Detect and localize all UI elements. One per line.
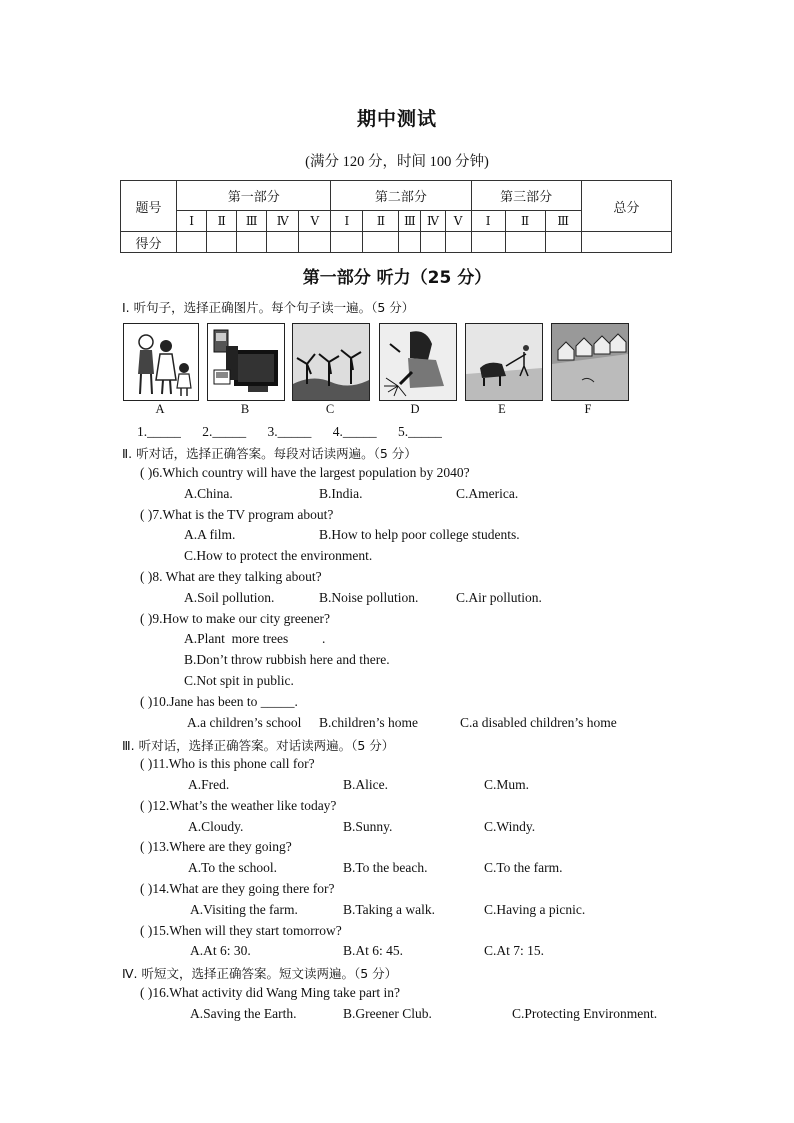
- score-part3-header: 第三部分: [471, 181, 581, 211]
- score-col: Ⅰ: [331, 211, 363, 232]
- q16-option-b: B.Greener Club.: [343, 1006, 432, 1021]
- answer-blank-3[interactable]: 3._____: [267, 424, 312, 439]
- question-16: ( )16.What activity did Wang Ming take part in?: [140, 985, 400, 1000]
- page-subtitle: (满分 120 分，时间 100 分钟): [305, 154, 489, 170]
- score-cell[interactable]: [207, 232, 237, 253]
- picture-d-welder: [379, 323, 457, 401]
- score-col: Ⅱ: [207, 211, 237, 232]
- score-cell[interactable]: [267, 232, 299, 253]
- section3-heading: Ⅲ. 听对话，选择正确答案。对话读两遍。（5 分）: [122, 738, 395, 753]
- score-col: Ⅲ: [237, 211, 267, 232]
- score-row-label-number: 题号: [121, 181, 177, 232]
- score-col: Ⅱ: [363, 211, 399, 232]
- q14-option-a: A.Visiting the farm.: [190, 902, 298, 917]
- score-part2-header: 第二部分: [331, 181, 471, 211]
- score-cell[interactable]: [299, 232, 331, 253]
- q13-option-c: C.To the farm.: [484, 860, 563, 875]
- question-14: ( )14.What are they going there for?: [140, 881, 335, 896]
- q6-option-a: A.China.: [184, 486, 233, 501]
- question-13: ( )13.Where are they going?: [140, 839, 292, 854]
- q12-option-a: A.Cloudy.: [188, 819, 244, 834]
- picture-label: B: [240, 402, 250, 416]
- picture-f-houses: [551, 323, 629, 401]
- score-cell[interactable]: [471, 232, 505, 253]
- picture-label: A: [155, 402, 165, 416]
- score-cell[interactable]: [421, 232, 445, 253]
- q12-option-c: C.Windy.: [484, 819, 536, 834]
- q7-option-b: B.How to help poor college students.: [319, 527, 520, 542]
- section1-heading: Ⅰ. 听句子，选择正确图片。每个句子读一遍。（5 分）: [122, 300, 415, 315]
- q8-option-b: B.Noise pollution.: [319, 590, 419, 605]
- answer-blank-5[interactable]: 5._____: [398, 424, 442, 439]
- score-part1-header: 第一部分: [177, 181, 331, 211]
- score-col: Ⅲ: [399, 211, 421, 232]
- q8-option-a: A.Soil pollution.: [184, 590, 275, 605]
- q9-option-a: A.Plant more trees .: [184, 631, 326, 646]
- q16-option-a: A.Saving the Earth.: [190, 1006, 297, 1021]
- score-cell[interactable]: [399, 232, 421, 253]
- score-col: Ⅳ: [267, 211, 299, 232]
- score-col: Ⅱ: [505, 211, 545, 232]
- q8-option-c: C.Air pollution.: [456, 590, 542, 605]
- score-row-label-score: 得分: [121, 232, 177, 253]
- answer-blank-4[interactable]: 4._____: [332, 424, 377, 439]
- score-col: Ⅴ: [445, 211, 471, 232]
- picture-c-windmills: [292, 323, 370, 401]
- question-11: ( )11.Who is this phone call for?: [140, 756, 315, 771]
- q11-option-b: B.Alice.: [343, 777, 388, 792]
- score-col: Ⅰ: [471, 211, 505, 232]
- picture-label: E: [498, 402, 506, 416]
- q15-option-c: C.At 7: 15.: [484, 943, 545, 958]
- picture-b-electronics: [207, 323, 285, 401]
- score-cell[interactable]: [237, 232, 267, 253]
- question-10: ( )10.Jane has been to _____.: [140, 694, 298, 709]
- q7-option-c: C.How to protect the environment.: [184, 548, 373, 563]
- answer-blank-2[interactable]: 2._____: [202, 424, 247, 439]
- score-cell[interactable]: [445, 232, 471, 253]
- score-col: Ⅴ: [299, 211, 331, 232]
- q13-option-a: A.To the school.: [188, 860, 278, 875]
- score-cell[interactable]: [363, 232, 399, 253]
- section2-heading: Ⅱ. 听对话，选择正确答案。每段对话读两遍。（5 分）: [122, 446, 417, 461]
- question-9: ( )9.How to make our city greener?: [140, 611, 331, 626]
- question-8: ( )8. What are they talking about?: [140, 569, 322, 584]
- picture-label: F: [584, 402, 592, 416]
- q10-option-a: A.a children’s school: [187, 715, 302, 730]
- q6-option-b: B.India.: [319, 486, 363, 501]
- picture-label: C: [325, 402, 335, 416]
- score-cell[interactable]: [177, 232, 207, 253]
- q15-option-a: A.At 6: 30.: [190, 943, 251, 958]
- q10-option-b: B.children’s home: [319, 715, 418, 730]
- answer-blank-1[interactable]: 1._____: [137, 424, 181, 439]
- score-col: Ⅰ: [177, 211, 207, 232]
- q6-option-c: C.America.: [456, 486, 519, 501]
- q12-option-b: B.Sunny.: [343, 819, 393, 834]
- q13-option-b: B.To the beach.: [343, 860, 428, 875]
- q11-option-a: A.Fred.: [188, 777, 230, 792]
- q11-option-c: C.Mum.: [484, 777, 530, 792]
- picture-label: D: [410, 402, 420, 416]
- picture-e-farmer: [465, 323, 543, 401]
- q9-option-b: B.Don’t throw rubbish here and there.: [184, 652, 390, 667]
- question-15: ( )15.When will they start tomorrow?: [140, 923, 342, 938]
- q10-option-c: C.a disabled children’s home: [460, 715, 617, 730]
- score-col: Ⅳ: [421, 211, 445, 232]
- q7-option-a: A.A film.: [184, 527, 236, 542]
- question-7: ( )7.What is the TV program about?: [140, 507, 334, 522]
- question-12: ( )12.What’s the weather like today?: [140, 798, 337, 813]
- answer-blanks: [137, 424, 460, 440]
- score-cell[interactable]: [331, 232, 363, 253]
- part-heading: 第一部分 听力（25 分）: [302, 268, 492, 288]
- picture-a-family: [123, 323, 199, 401]
- q9-option-c: C.Not spit in public.: [184, 673, 294, 688]
- q16-option-c: C.Protecting Environment.: [512, 1006, 658, 1021]
- section4-heading: Ⅳ. 听短文，选择正确答案。短文读两遍。（5 分）: [122, 966, 398, 981]
- q15-option-b: B.At 6: 45.: [343, 943, 404, 958]
- q14-option-b: B.Taking a walk.: [343, 902, 436, 917]
- question-6: ( )6.Which country will have the largest population by 2040?: [140, 465, 470, 480]
- page-title: 期中测试: [356, 108, 437, 130]
- score-cell[interactable]: [505, 232, 545, 253]
- score-cell[interactable]: [545, 232, 581, 253]
- score-col: Ⅲ: [545, 211, 581, 232]
- score-table: [120, 180, 672, 253]
- q14-option-c: C.Having a picnic.: [484, 902, 586, 917]
- score-total-header: 总分: [581, 181, 671, 232]
- score-cell[interactable]: [581, 232, 671, 253]
